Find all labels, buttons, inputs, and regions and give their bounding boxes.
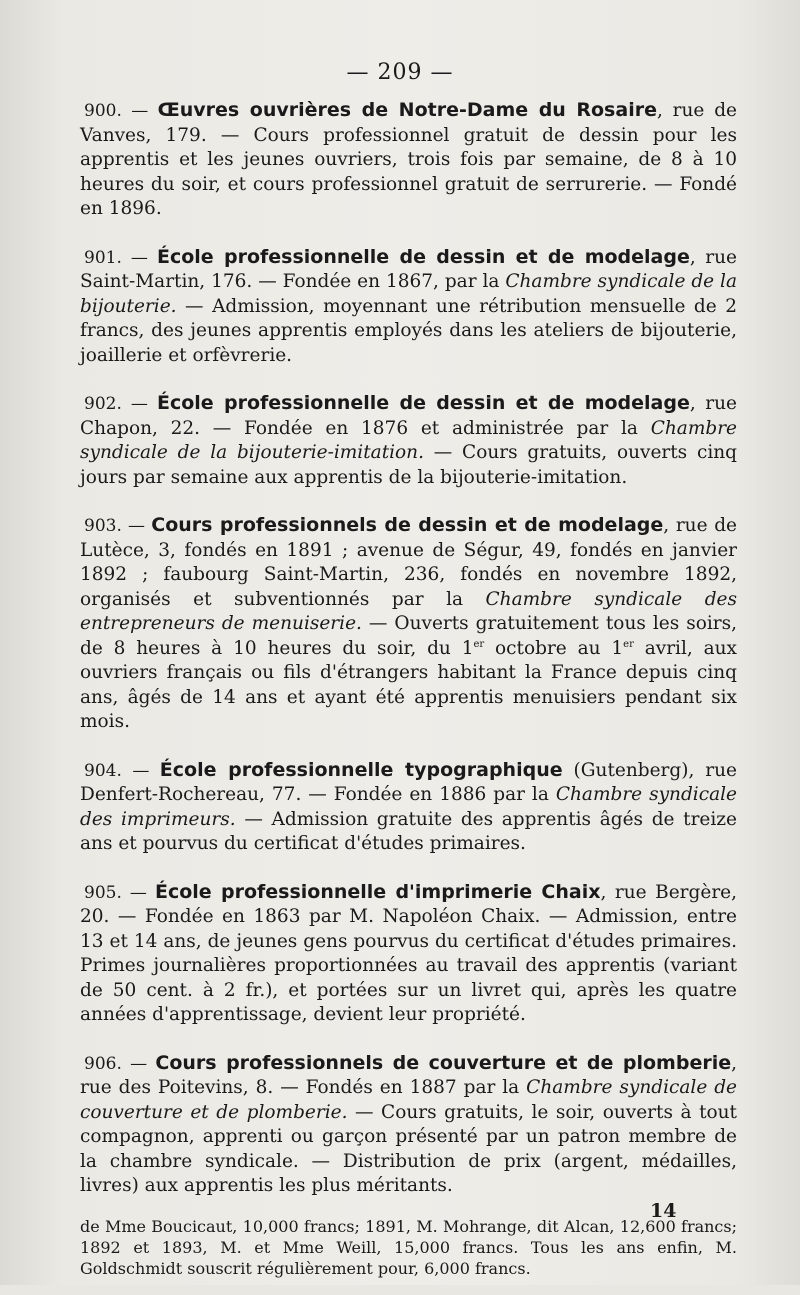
entry-905: 905. — École professionnelle d'imprimerie Chaix, rue Bergère, 20. — Fondée en 1863 par M. Napoléon Chaix. — Admission, entre 13 et 14 ans, de jeunes gens pourvus du certificat d'études primaires. Primes journalières proportionnées au travail des apprentis (variant de 50 cent. à 2 fr.), et portées sur un livret qui, après les quatre années d'apprentissage, devient leur propriété. — [80, 880, 737, 1025]
entry-900: 900. — Œuvres ouvrières de Notre-Dame du Rosaire, rue de Vanves, 179. — Cours professionnel gratuit de dessin pour les apprentis et les jeunes ouvriers, trois fois par semaine, de 8 à 10 heures du soir, et cours professionnel gratuit de serrurerie. — Fondé en 1896. — [80, 99, 737, 219]
entry-903: 903. — Cours professionnels de dessin et de modelage, rue de Lutèce, 3, fondés en 1891 ; avenue de Ségur, 49, fondés en janvier 1892 ; faubourg Saint-Martin, 236, fondés en novembre 1892, organisés et subventionnés par la Chambre syndicale des entrepreneurs de menuiserie. — Ouverts gratuitement tous les soirs, de 8 heures à 10 heures du soir, du 1er octobre au 1er avril, aux ouvriers français ou fils d'étrangers habitant la France depuis cinq ans, âgés de 14 ans et ayant été apprentis menuisiers pendant six mois. — [80, 514, 737, 732]
page-body — [80, 98, 737, 1295]
entry-title: Cours professionnels de dessin et de modelage — [151, 514, 664, 536]
entry-title: Cours professionnels de couverture et de plomberie — [155, 1051, 732, 1074]
entry-902: 902. — École professionnelle de dessin et de modelage, rue Chapon, 22. — Fondée en 1876 et administrée par la Chambre syndicale de la bijouterie-imitation. — Cours gratuits, ouverts cinq jours par semaine aux apprentis de la bijouterie-imitation. — [80, 392, 737, 488]
entry-organisation: Chambre syndicale de la bijouterie. — [80, 271, 737, 317]
page-number: — 209 — — [346, 60, 454, 85]
entry-title: Œuvres ouvrières de Notre-Dame du Rosaire — [157, 99, 657, 121]
entry-title: École professionnelle de dessin et de modelage — [157, 245, 690, 268]
entry-organisation: Chambre syndicale de couverture et de plomberie. — [80, 1077, 738, 1123]
entry-title: École professionnelle typographique — [159, 758, 563, 781]
entry-organisation: Chambre syndicale de la bijouterie-imitation. — [80, 417, 737, 463]
entry-title: École professionnelle de dessin et de modelage — [157, 392, 690, 414]
signature-mark: 14 — [650, 1200, 677, 1222]
entry-906: 906. — Cours professionnels de couverture et de plomberie, rue des Poitevins, 8. — Fondés en 1887 par la Chambre syndicale de couverture et de plomberie. — Cours gratuits, le soir, ouverts à tout compagnon, apprenti ou garçon présenté par un patron membre de la chambre syndicale. — Distribution de prix (argent, médailles, livres) aux apprentis les plus méritants. — [80, 1051, 738, 1196]
entry-organisation: Chambre syndicale des entrepreneurs de menuiserie. — [80, 588, 737, 634]
footnote: de Mme Boucicaut, 10,000 francs; 1891, M. Mohrange, dit Alcan, 12,600 francs; 1892 et 1893, M. et Mme Weill, 15,000 francs. Tous les ans enfin, M. Goldschmidt souscrit régulièrement pour, 6,000 francs. — [80, 1216, 737, 1278]
entry-904: 904. — École professionnelle typographique (Gutenberg), rue Denfert-Rochereau, 77. — Fondée en 1886 par la Chambre syndicale des imprimeurs. — Admission gratuite des apprentis âgés de treize ans et pourvus du certificat d'études primaires. — [80, 758, 737, 854]
entry-title: École professionnelle d'imprimerie Chaix — [155, 880, 601, 903]
entry-901: 901. — École professionnelle de dessin et de modelage, rue Saint-Martin, 176. — Fondée en 1867, par la Chambre syndicale de la bijouterie. — Admission, moyennant une rétribution mensuelle de 2 francs, des jeunes apprentis employés dans les ateliers de bijouterie, joaillerie et orfèvrerie. — [80, 245, 737, 366]
entry-organisation: Chambre syndicale des imprimeurs. — [80, 784, 737, 830]
